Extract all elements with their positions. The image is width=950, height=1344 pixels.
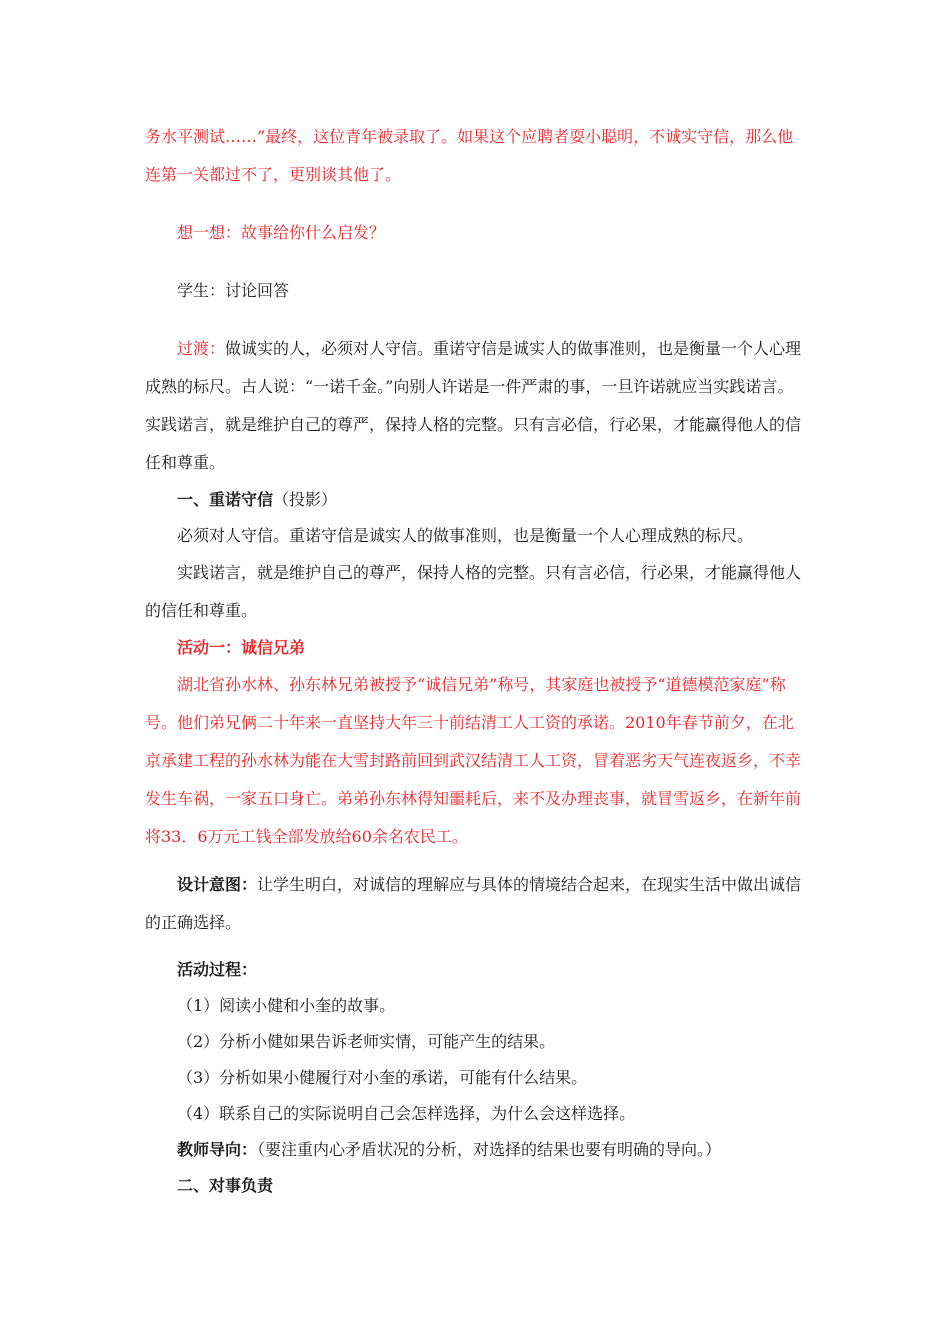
teacher-guide-label: 教师导向： [177, 1140, 258, 1159]
document-page [145, 118, 805, 1204]
teacher-guide-paragraph [145, 1132, 805, 1168]
transition-paragraph [145, 330, 805, 482]
design-intent-label: 设计意图： [177, 875, 258, 894]
section-1-title: 一、重诺守信 [177, 490, 274, 509]
section-heading-1 [145, 482, 805, 518]
process-step-1: （1）阅读小健和小奎的故事。 [177, 996, 396, 1015]
section-1-paragraph-1: 必须对人守信。重诺守信是诚实人的做事准则，也是衡量一个人心理成熟的标尺。 [177, 526, 754, 545]
teacher-guide-text: （要注重内心矛盾状况的分析，对选择的结果也要有明确的导向。） [257, 1140, 722, 1159]
student-response: 学生：讨论回答 [177, 281, 290, 300]
section-heading-2: 二、对事负责 [177, 1176, 274, 1195]
process-step-2: （2）分析小健如果告诉老师实情，可能产生的结果。 [177, 1032, 556, 1051]
transition-label: 过渡： [177, 339, 226, 358]
section-1-paragraph-2: 实践诺言，就是维护自己的尊严，保持人格的完整。只有言必信，行必果，才能赢得他人的信任和尊重。 [145, 563, 802, 620]
story-ending-paragraph: 务水平测试……”最终，这位青年被录取了。如果这个应聘者耍小聪明，不诚实守信，那么他连第一关都过不了，更别谈其他了。 [145, 127, 794, 184]
activity-1-story: 湖北省孙水林、孙东林兄弟被授予“诚信兄弟”称号，其家庭也被授予“道德模范家庭”称号。他们弟兄俩二十年来一直坚持大年三十前结清工人工资的承诺。2010年春节前夕，在北京承建工程的孙水林为能在大雪封路前回到武汉结清工人工资，冒着恶劣天气连夜返乡，不幸发生车祸，一家五口身亡。弟弟孙东林得知噩耗后，来不及办理丧事，就冒雪返乡，在新年前将33．6万元工钱全部发放给60余名农民工。 [145, 675, 802, 846]
activity-1-title: 活动一：诚信兄弟 [177, 638, 306, 657]
design-intent-text: 让学生明白，对诚信的理解应与具体的情境结合起来，在现实生活中做出诚信的正确选择。 [145, 875, 802, 932]
design-intent-paragraph [145, 866, 805, 942]
think-prompt: 想一想：故事给你什么启发？ [177, 223, 386, 242]
activity-process-title: 活动过程： [177, 960, 258, 979]
process-step-4: （4）联系自己的实际说明自己会怎样选择，为什么会这样选择。 [177, 1104, 636, 1123]
transition-text: 做诚实的人，必须对人守信。重诺守信是诚实人的做事准则，也是衡量一个人心理成熟的标尺。古人说：“一诺千金。”向别人许诺是一件严肃的事，一旦许诺就应当实践诺言。实践诺言，就是维护自己的尊严，保持人格的完整。只有言必信，行必果，才能赢得他人的信任和尊重。 [145, 339, 802, 472]
process-step-3: （3）分析如果小健履行对小奎的承诺，可能有什么结果。 [177, 1068, 588, 1087]
section-1-note: （投影） [273, 490, 338, 509]
